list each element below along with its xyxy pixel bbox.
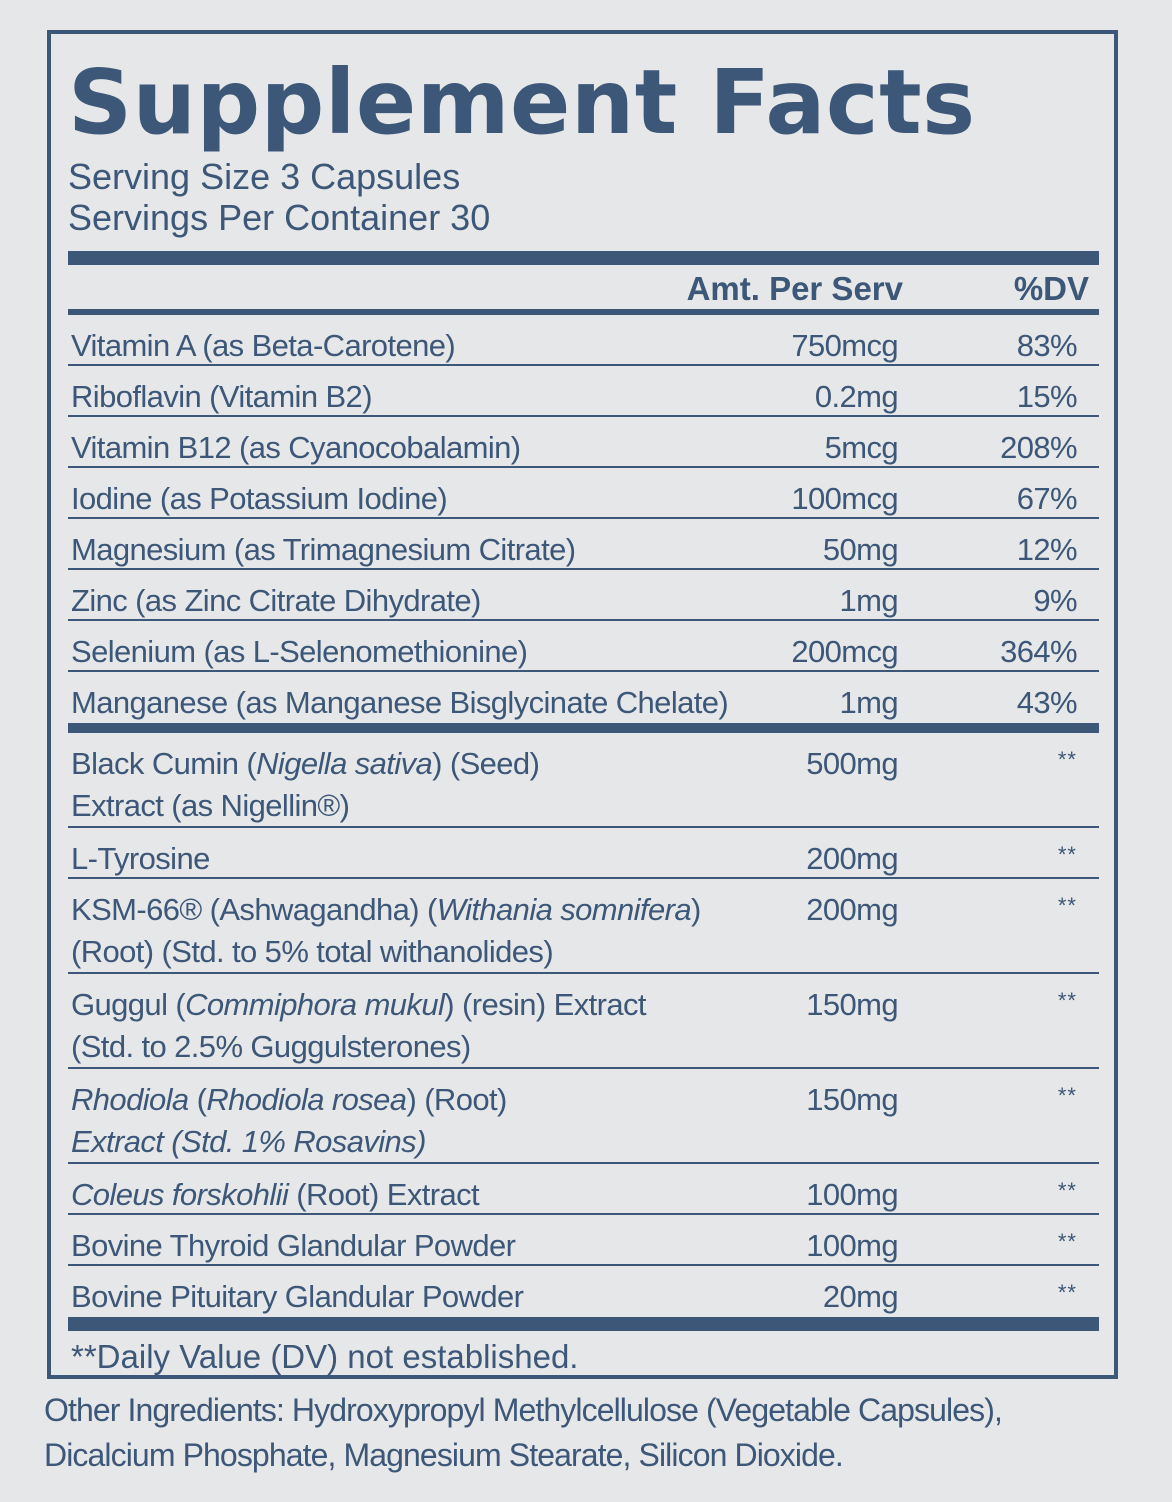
ingredient-name xyxy=(71,1079,507,1163)
section-divider xyxy=(68,723,1099,733)
nutrient-amount: 1mg xyxy=(839,583,898,618)
ingredient-dv: ** xyxy=(1057,893,1077,918)
ingredient-amount: 100mg xyxy=(806,1228,898,1263)
dv-footnote: **Daily Value (DV) not established. xyxy=(71,1338,579,1375)
ingredient-name-italic: Extract (Std. 1% Rosavins) xyxy=(71,1124,426,1159)
nutrient-row xyxy=(68,519,1099,570)
ingredient-name-text: (Root) Extract xyxy=(288,1177,480,1212)
ingredient-name-text: Extract (as Nigellin®) xyxy=(71,788,350,823)
servings-per-container: Servings Per Container 30 xyxy=(68,197,491,238)
nutrient-dv: 364% xyxy=(1000,634,1077,669)
nutrient-amount: 100mcg xyxy=(791,481,898,516)
ingredient-name-line xyxy=(71,785,539,827)
ingredient-name-line xyxy=(71,1079,507,1121)
ingredient-amount: 200mg xyxy=(806,841,898,876)
ingredient-name-line xyxy=(71,838,210,880)
ingredient-name-text: ) xyxy=(690,892,701,927)
other-ingredients-line-1: Other Ingredients: Hydroxypropyl Methylcellulose (Vegetable Capsules), xyxy=(44,1392,1002,1428)
nutrient-amount: 1mg xyxy=(839,685,898,720)
nutrient-row xyxy=(68,468,1099,519)
ingredient-name-text: ( xyxy=(188,1082,207,1117)
ingredient-name-text: Black Cumin ( xyxy=(71,746,257,781)
nutrient-amount: 0.2mg xyxy=(814,379,898,414)
nutrient-dv: 67% xyxy=(1016,481,1077,516)
ingredient-dv: ** xyxy=(1057,1178,1077,1203)
nutrient-row xyxy=(68,417,1099,468)
nutrient-dv: 15% xyxy=(1016,379,1077,414)
ingredient-dv: ** xyxy=(1057,1280,1077,1305)
nutrient-dv: 83% xyxy=(1016,328,1077,363)
ingredient-name-text: (Root) (Std. to 5% total withanolides) xyxy=(71,934,554,969)
nutrient-row xyxy=(68,570,1099,621)
ingredient-name-italic: Withania somnifera xyxy=(436,892,691,927)
ingredient-name-text: Bovine Thyroid Glandular Powder xyxy=(71,1228,516,1263)
ingredient-row xyxy=(68,974,1099,1069)
nutrient-amount: 200mcg xyxy=(791,634,898,669)
ingredient-name xyxy=(71,743,539,827)
ingredient-dv: ** xyxy=(1057,988,1077,1013)
amount-header: Amt. Per Serv xyxy=(686,270,903,307)
ingredient-name-line xyxy=(71,1121,507,1163)
ingredient-name-line xyxy=(71,1026,646,1068)
ingredient-name xyxy=(71,984,646,1068)
ingredient-row xyxy=(68,733,1099,828)
nutrient-dv: 43% xyxy=(1016,685,1077,720)
ingredient-name-italic: Nigella sativa xyxy=(256,746,433,781)
ingredient-dv: ** xyxy=(1057,747,1077,772)
nutrient-dv: 9% xyxy=(1033,583,1077,618)
ingredient-name xyxy=(71,1174,479,1216)
ingredient-name-italic: Commiphora mukul xyxy=(185,987,445,1022)
ingredient-amount: 200mg xyxy=(806,892,898,927)
nutrient-row xyxy=(68,315,1099,366)
thick-divider xyxy=(68,251,1099,265)
ingredient-row xyxy=(68,1266,1099,1317)
nutrient-amount: 750mcg xyxy=(791,328,898,363)
bottom-divider xyxy=(68,1317,1099,1331)
ingredient-name-line xyxy=(71,889,701,931)
ingredient-amount: 100mg xyxy=(806,1177,898,1212)
ingredient-name xyxy=(71,889,701,973)
nutrient-dv: 208% xyxy=(1000,430,1077,465)
nutrient-row xyxy=(68,366,1099,417)
ingredient-name-line xyxy=(71,1225,515,1267)
ingredient-name xyxy=(71,1276,523,1318)
ingredient-amount: 150mg xyxy=(806,1082,898,1117)
nutrient-amount: 50mg xyxy=(822,532,898,567)
ingredient-name-text: L-Tyrosine xyxy=(71,841,210,876)
ingredient-amount: 500mg xyxy=(806,746,898,781)
ingredient-dv: ** xyxy=(1057,842,1077,867)
ingredient-row xyxy=(68,1069,1099,1164)
ingredient-row xyxy=(68,1215,1099,1266)
nutrient-name: Zinc (as Zinc Citrate Dihydrate) xyxy=(71,583,481,618)
ingredient-row xyxy=(68,1164,1099,1215)
ingredient-name xyxy=(71,1225,515,1267)
ingredient-name-italic: Rhodiola xyxy=(71,1082,189,1117)
nutrient-row xyxy=(68,672,1099,723)
column-header xyxy=(68,265,1099,309)
vitamin-list xyxy=(68,315,1099,723)
nutrient-dv: 12% xyxy=(1016,532,1077,567)
ingredient-name-line xyxy=(71,984,646,1026)
ingredient-name-text: Guggul ( xyxy=(71,987,186,1022)
nutrient-name: Manganese (as Manganese Bisglycinate Chelate) xyxy=(71,685,729,720)
dv-header: %DV xyxy=(1013,270,1089,307)
nutrient-name: Vitamin A (as Beta-Carotene) xyxy=(71,328,456,363)
ingredient-name-italic: Coleus forskohlii xyxy=(71,1177,289,1212)
ingredient-dv: ** xyxy=(1057,1229,1077,1254)
panel-title: Supplement Facts xyxy=(68,50,976,154)
nutrient-name: Magnesium (as Trimagnesium Citrate) xyxy=(71,532,576,567)
other-ingredients-line-2: Dicalcium Phosphate, Magnesium Stearate, Silicon Dioxide. xyxy=(44,1437,843,1473)
nutrient-name: Selenium (as L-Selenomethionine) xyxy=(71,634,528,669)
ingredient-name-text: ) (Root) xyxy=(406,1082,507,1117)
ingredient-name-italic: Rhodiola rosea xyxy=(206,1082,407,1117)
ingredient-name-line xyxy=(71,743,539,785)
ingredient-name-line xyxy=(71,1174,479,1216)
ingredient-name-text: KSM-66® (Ashwagandha) ( xyxy=(71,892,437,927)
ingredient-row xyxy=(68,879,1099,974)
ingredient-name-text: Bovine Pituitary Glandular Powder xyxy=(71,1279,524,1314)
nutrient-amount: 5mcg xyxy=(824,430,898,465)
ingredient-dv: ** xyxy=(1057,1083,1077,1108)
other-ingredients xyxy=(44,1388,1002,1478)
nutrient-name: Iodine (as Potassium Iodine) xyxy=(71,481,448,516)
ingredient-name-text: ) (Seed) xyxy=(432,746,540,781)
ingredient-row xyxy=(68,828,1099,879)
ingredient-amount: 150mg xyxy=(806,987,898,1022)
ingredient-name-text: ) (resin) Extract xyxy=(444,987,646,1022)
ingredient-amount: 20mg xyxy=(822,1279,898,1314)
ingredient-name-text: (Std. to 2.5% Guggulsterones) xyxy=(71,1029,471,1064)
ingredient-list xyxy=(68,733,1099,1317)
ingredient-name-line xyxy=(71,931,701,973)
supplement-facts-panel xyxy=(47,30,1118,1379)
ingredient-name-line xyxy=(71,1276,523,1318)
serving-size: Serving Size 3 Capsules xyxy=(68,156,461,197)
nutrient-row xyxy=(68,621,1099,672)
nutrient-name: Riboflavin (Vitamin B2) xyxy=(71,379,372,414)
ingredient-name xyxy=(71,838,210,880)
nutrient-name: Vitamin B12 (as Cyanocobalamin) xyxy=(71,430,521,465)
